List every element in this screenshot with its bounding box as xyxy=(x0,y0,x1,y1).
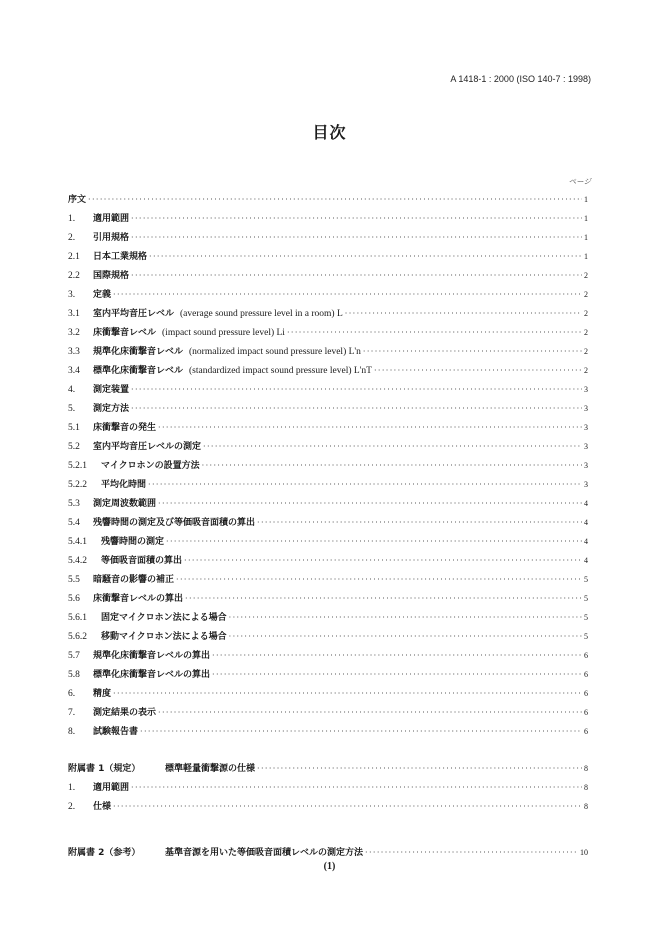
toc-entry-number: 3. xyxy=(68,290,76,300)
toc-entry-label xyxy=(93,210,129,229)
toc-entry-label xyxy=(93,666,210,685)
toc-entry-title: 標準化床衝撃音レベルの算出 xyxy=(93,670,211,680)
table-of-contents xyxy=(68,190,588,862)
toc-entry-title: 床衝撃音レベルの算出 xyxy=(93,594,184,604)
page-title: 目次 xyxy=(312,123,347,142)
toc-entry-label xyxy=(68,191,86,210)
toc-entry-label xyxy=(165,760,255,779)
toc-entry-title: マイクロホンの設置方法 xyxy=(101,461,200,471)
toc-entry-label xyxy=(93,343,361,362)
leader-dots xyxy=(131,399,582,418)
toc-entry-title: 基準音源を用いた等価吸音面積レベルの測定方法 xyxy=(165,848,364,858)
leader-dots xyxy=(203,437,582,456)
toc-entry-page: 2 xyxy=(584,366,588,375)
toc-entry-number: 5.2 xyxy=(68,442,80,452)
toc-entry[interactable] xyxy=(68,418,588,437)
toc-entry[interactable] xyxy=(68,551,588,570)
toc-entry-title: 規準化床衝撃音レベル xyxy=(93,347,184,357)
leader-dots xyxy=(113,285,582,304)
toc-entry-page: 2 xyxy=(584,328,588,337)
toc-entry-label xyxy=(93,324,285,343)
toc-entry-title: 移動マイクロホン法による場合 xyxy=(101,632,227,642)
toc-entry-title: 精度 xyxy=(93,689,112,699)
toc-entry-number: 1. xyxy=(68,783,76,793)
toc-entry[interactable] xyxy=(68,570,588,589)
toc-entry[interactable] xyxy=(68,608,588,627)
toc-entry[interactable] xyxy=(68,190,588,209)
toc-entry-page: 3 xyxy=(584,442,588,451)
toc-entry[interactable] xyxy=(68,437,588,456)
toc-entry[interactable] xyxy=(68,797,588,816)
leader-dots xyxy=(131,380,582,399)
toc-entry-title: 測定周波数範囲 xyxy=(93,499,157,509)
toc-entry-title: 適用範囲 xyxy=(93,783,130,793)
toc-entry-label xyxy=(93,723,138,742)
leader-dots xyxy=(131,266,582,285)
toc-entry-page: 2 xyxy=(584,309,588,318)
toc-entry-page: 10 xyxy=(580,848,588,857)
toc-entry[interactable] xyxy=(68,285,588,304)
leader-dots xyxy=(363,342,582,361)
toc-entry[interactable] xyxy=(68,266,588,285)
toc-entry-title: 固定マイクロホン法による場合 xyxy=(101,613,227,623)
toc-entry-number: 附属書 2（参考） xyxy=(68,848,141,858)
toc-entry-page: 1 xyxy=(584,214,588,223)
toc-entry-page: 5 xyxy=(584,632,588,641)
toc-entry-label xyxy=(93,248,147,267)
leader-dots xyxy=(158,703,582,722)
toc-entry-label xyxy=(93,779,129,798)
leader-dots xyxy=(158,418,582,437)
toc-entry[interactable] xyxy=(68,627,588,646)
toc-entry-title: 序文 xyxy=(68,195,87,205)
leader-dots xyxy=(88,190,582,209)
toc-entry[interactable] xyxy=(68,456,588,475)
toc-entry-english: (normalized impact sound pressure level) L'n xyxy=(189,347,361,357)
toc-entry-number: 5.4.1 xyxy=(68,537,87,547)
toc-entry-label xyxy=(93,685,111,704)
toc-entry-number: 5.6.2 xyxy=(68,632,87,642)
toc-entry-number: 2.1 xyxy=(68,252,80,262)
leader-dots xyxy=(149,247,582,266)
toc-entry-title: 日本工業規格 xyxy=(93,252,148,262)
toc-entry-page: 2 xyxy=(584,271,588,280)
leader-dots xyxy=(374,361,582,380)
toc-entry-page: 1 xyxy=(584,195,588,204)
toc-entry-number: 4. xyxy=(68,385,76,395)
leader-dots xyxy=(202,456,582,475)
toc-entry-title: 測定装置 xyxy=(93,385,130,395)
toc-entry-page: 4 xyxy=(584,556,588,565)
toc-entry-page: 3 xyxy=(584,404,588,413)
toc-entry-label xyxy=(93,229,129,248)
toc-entry-title: 暗騒音の影響の補正 xyxy=(93,575,175,585)
toc-entry-title: 標準軽量衝撃源の仕様 xyxy=(165,764,256,774)
toc-entry-number: 1. xyxy=(68,214,76,224)
toc-entry-page: 5 xyxy=(584,613,588,622)
leader-dots xyxy=(140,722,582,741)
toc-entry-number: 5.2.1 xyxy=(68,461,87,471)
toc-entry-page: 3 xyxy=(584,461,588,470)
toc-entry-title: 引用規格 xyxy=(93,233,130,243)
toc-entry-number: 2. xyxy=(68,802,76,812)
toc-entry-title: 国際規格 xyxy=(93,271,130,281)
leader-dots xyxy=(345,304,582,323)
standard-number: A 1418-1 : 2000 (ISO 140-7 : 1998) xyxy=(450,74,591,84)
toc-entry-page: 8 xyxy=(584,802,588,811)
toc-entry-label xyxy=(101,457,200,476)
toc-entry-label xyxy=(93,571,174,590)
toc-entry-number: 5.7 xyxy=(68,651,80,661)
toc-entry-label xyxy=(93,362,372,381)
toc-entry-label xyxy=(93,381,129,400)
toc-entry-number: 5.6 xyxy=(68,594,80,604)
leader-dots xyxy=(257,759,582,778)
toc-entry[interactable] xyxy=(68,494,588,513)
leader-dots xyxy=(287,323,582,342)
toc-entry-page: 6 xyxy=(584,727,588,736)
leader-dots xyxy=(229,627,582,646)
toc-entry-label xyxy=(93,798,111,817)
toc-entry[interactable] xyxy=(68,778,588,797)
toc-entry-label xyxy=(101,476,146,495)
toc-entry-number: 5.2.2 xyxy=(68,480,87,490)
toc-entry-number: 5.4 xyxy=(68,518,80,528)
toc-entry-number: 3.2 xyxy=(68,328,80,338)
toc-entry-label xyxy=(93,400,129,419)
toc-entry-title: 仕様 xyxy=(93,802,112,812)
leader-dots xyxy=(229,608,582,627)
leader-dots xyxy=(131,209,582,228)
toc-entry-page: 6 xyxy=(584,689,588,698)
toc-entry[interactable] xyxy=(68,513,588,532)
toc-entry-number: 5. xyxy=(68,404,76,414)
toc-entry[interactable] xyxy=(68,228,588,247)
toc-entry[interactable] xyxy=(68,304,588,323)
toc-entry-number: 2. xyxy=(68,233,76,243)
toc-entry-number: 5.1 xyxy=(68,423,80,433)
page-column-header: ページ xyxy=(568,177,591,186)
toc-entry-label xyxy=(101,609,227,628)
leader-dots xyxy=(365,843,578,862)
toc-entry-label xyxy=(93,305,343,324)
toc-entry-title: 測定結果の表示 xyxy=(93,708,157,718)
toc-entry-number: 3.3 xyxy=(68,347,80,357)
toc-entry-page: 4 xyxy=(584,537,588,546)
toc-entry-title: 定義 xyxy=(93,290,112,300)
leader-dots xyxy=(113,684,582,703)
toc-entry-number: 2.2 xyxy=(68,271,80,281)
toc-entry-label xyxy=(93,438,201,457)
toc-entry[interactable] xyxy=(68,475,588,494)
page-number: (1) xyxy=(323,861,336,872)
toc-entry-label xyxy=(93,495,156,514)
toc-entry-page: 6 xyxy=(584,651,588,660)
toc-entry[interactable] xyxy=(68,361,588,380)
toc-entry-number: 6. xyxy=(68,689,76,699)
toc-entry-number: 8. xyxy=(68,727,76,737)
leader-dots xyxy=(176,570,582,589)
toc-entry-page: 2 xyxy=(584,347,588,356)
toc-entry-english: (average sound pressure level in a room) L xyxy=(180,309,343,319)
toc-entry-title: 平均化時間 xyxy=(101,480,147,490)
toc-entry-label xyxy=(93,590,183,609)
toc-entry-label xyxy=(93,267,129,286)
toc-entry[interactable] xyxy=(68,247,588,266)
toc-entry[interactable] xyxy=(68,843,588,862)
toc-entry[interactable] xyxy=(68,380,588,399)
leader-dots xyxy=(131,778,582,797)
toc-entry[interactable] xyxy=(68,399,588,418)
toc-entry-title: 床衝撃音の発生 xyxy=(93,423,157,433)
toc-entry-title: 標準化床衝撃音レベル xyxy=(93,366,184,376)
toc-entry-page: 6 xyxy=(584,708,588,717)
toc-entry[interactable] xyxy=(68,722,588,741)
toc-entry-number: 7. xyxy=(68,708,76,718)
toc-entry-page: 1 xyxy=(584,252,588,261)
toc-entry-label xyxy=(93,286,111,305)
toc-entry-title: 測定方法 xyxy=(93,404,130,414)
toc-entry-title: 規準化床衝撃音レベルの算出 xyxy=(93,651,211,661)
leader-dots xyxy=(257,513,582,532)
toc-entry-english: (standardized impact sound pressure level) L'nT xyxy=(189,366,372,376)
leader-dots xyxy=(166,532,582,551)
toc-entry-number: 5.5 xyxy=(68,575,80,585)
toc-entry-title: 床衝撃音レベル xyxy=(93,328,157,338)
leader-dots xyxy=(131,228,582,247)
leader-dots xyxy=(148,475,582,494)
toc-entry-page: 4 xyxy=(584,518,588,527)
toc-entry[interactable] xyxy=(68,703,588,722)
toc-entry-label xyxy=(101,552,182,571)
toc-entry-page: 3 xyxy=(584,385,588,394)
toc-entry-label xyxy=(93,704,156,723)
toc-entry[interactable] xyxy=(68,209,588,228)
toc-entry-page: 3 xyxy=(584,423,588,432)
toc-entry-page: 2 xyxy=(584,290,588,299)
toc-entry-page: 5 xyxy=(584,575,588,584)
toc-entry-number: 5.8 xyxy=(68,670,80,680)
toc-entry-page: 1 xyxy=(584,233,588,242)
toc-entry-title: 室内平均音圧レベルの測定 xyxy=(93,442,202,452)
toc-entry-label xyxy=(93,647,210,666)
toc-entry-page: 5 xyxy=(584,594,588,603)
toc-entry-title: 残響時間の測定 xyxy=(101,537,165,547)
toc-entry-label xyxy=(101,628,227,647)
leader-dots xyxy=(113,797,582,816)
toc-entry-page: 6 xyxy=(584,670,588,679)
toc-entry[interactable] xyxy=(68,532,588,551)
toc-entry-english: (impact sound pressure level) Li xyxy=(162,328,285,338)
toc-entry-page: 8 xyxy=(584,764,588,773)
toc-entry[interactable] xyxy=(68,665,588,684)
leader-dots xyxy=(212,646,582,665)
toc-entry-page: 8 xyxy=(584,783,588,792)
toc-entry[interactable] xyxy=(68,323,588,342)
toc-entry-number: 3.1 xyxy=(68,309,80,319)
toc-entry[interactable] xyxy=(68,759,588,778)
toc-entry-title: 室内平均音圧レベル xyxy=(93,309,175,319)
toc-entry-number: 5.6.1 xyxy=(68,613,87,623)
toc-entry-label xyxy=(93,514,255,533)
toc-entry[interactable] xyxy=(68,589,588,608)
toc-entry[interactable] xyxy=(68,684,588,703)
toc-entry[interactable] xyxy=(68,646,588,665)
toc-entry-number: 5.3 xyxy=(68,499,80,509)
toc-entry-number: 附属書 1（規定） xyxy=(68,764,141,774)
toc-entry-title: 試験報告書 xyxy=(93,727,139,737)
toc-entry-title: 等価吸音面積の算出 xyxy=(101,556,183,566)
toc-entry[interactable] xyxy=(68,342,588,361)
leader-dots xyxy=(185,589,582,608)
toc-entry-title: 残響時間の測定及び等価吸音面積の算出 xyxy=(93,518,256,528)
toc-entry-title: 適用範囲 xyxy=(93,214,130,224)
toc-entry-number: 5.4.2 xyxy=(68,556,87,566)
toc-entry-label xyxy=(101,533,164,552)
leader-dots xyxy=(212,665,582,684)
toc-entry-label xyxy=(93,419,156,438)
toc-entry-page: 3 xyxy=(584,480,588,489)
toc-entry-page: 4 xyxy=(584,499,588,508)
leader-dots xyxy=(184,551,582,570)
toc-entry-number: 3.4 xyxy=(68,366,80,376)
leader-dots xyxy=(158,494,582,513)
